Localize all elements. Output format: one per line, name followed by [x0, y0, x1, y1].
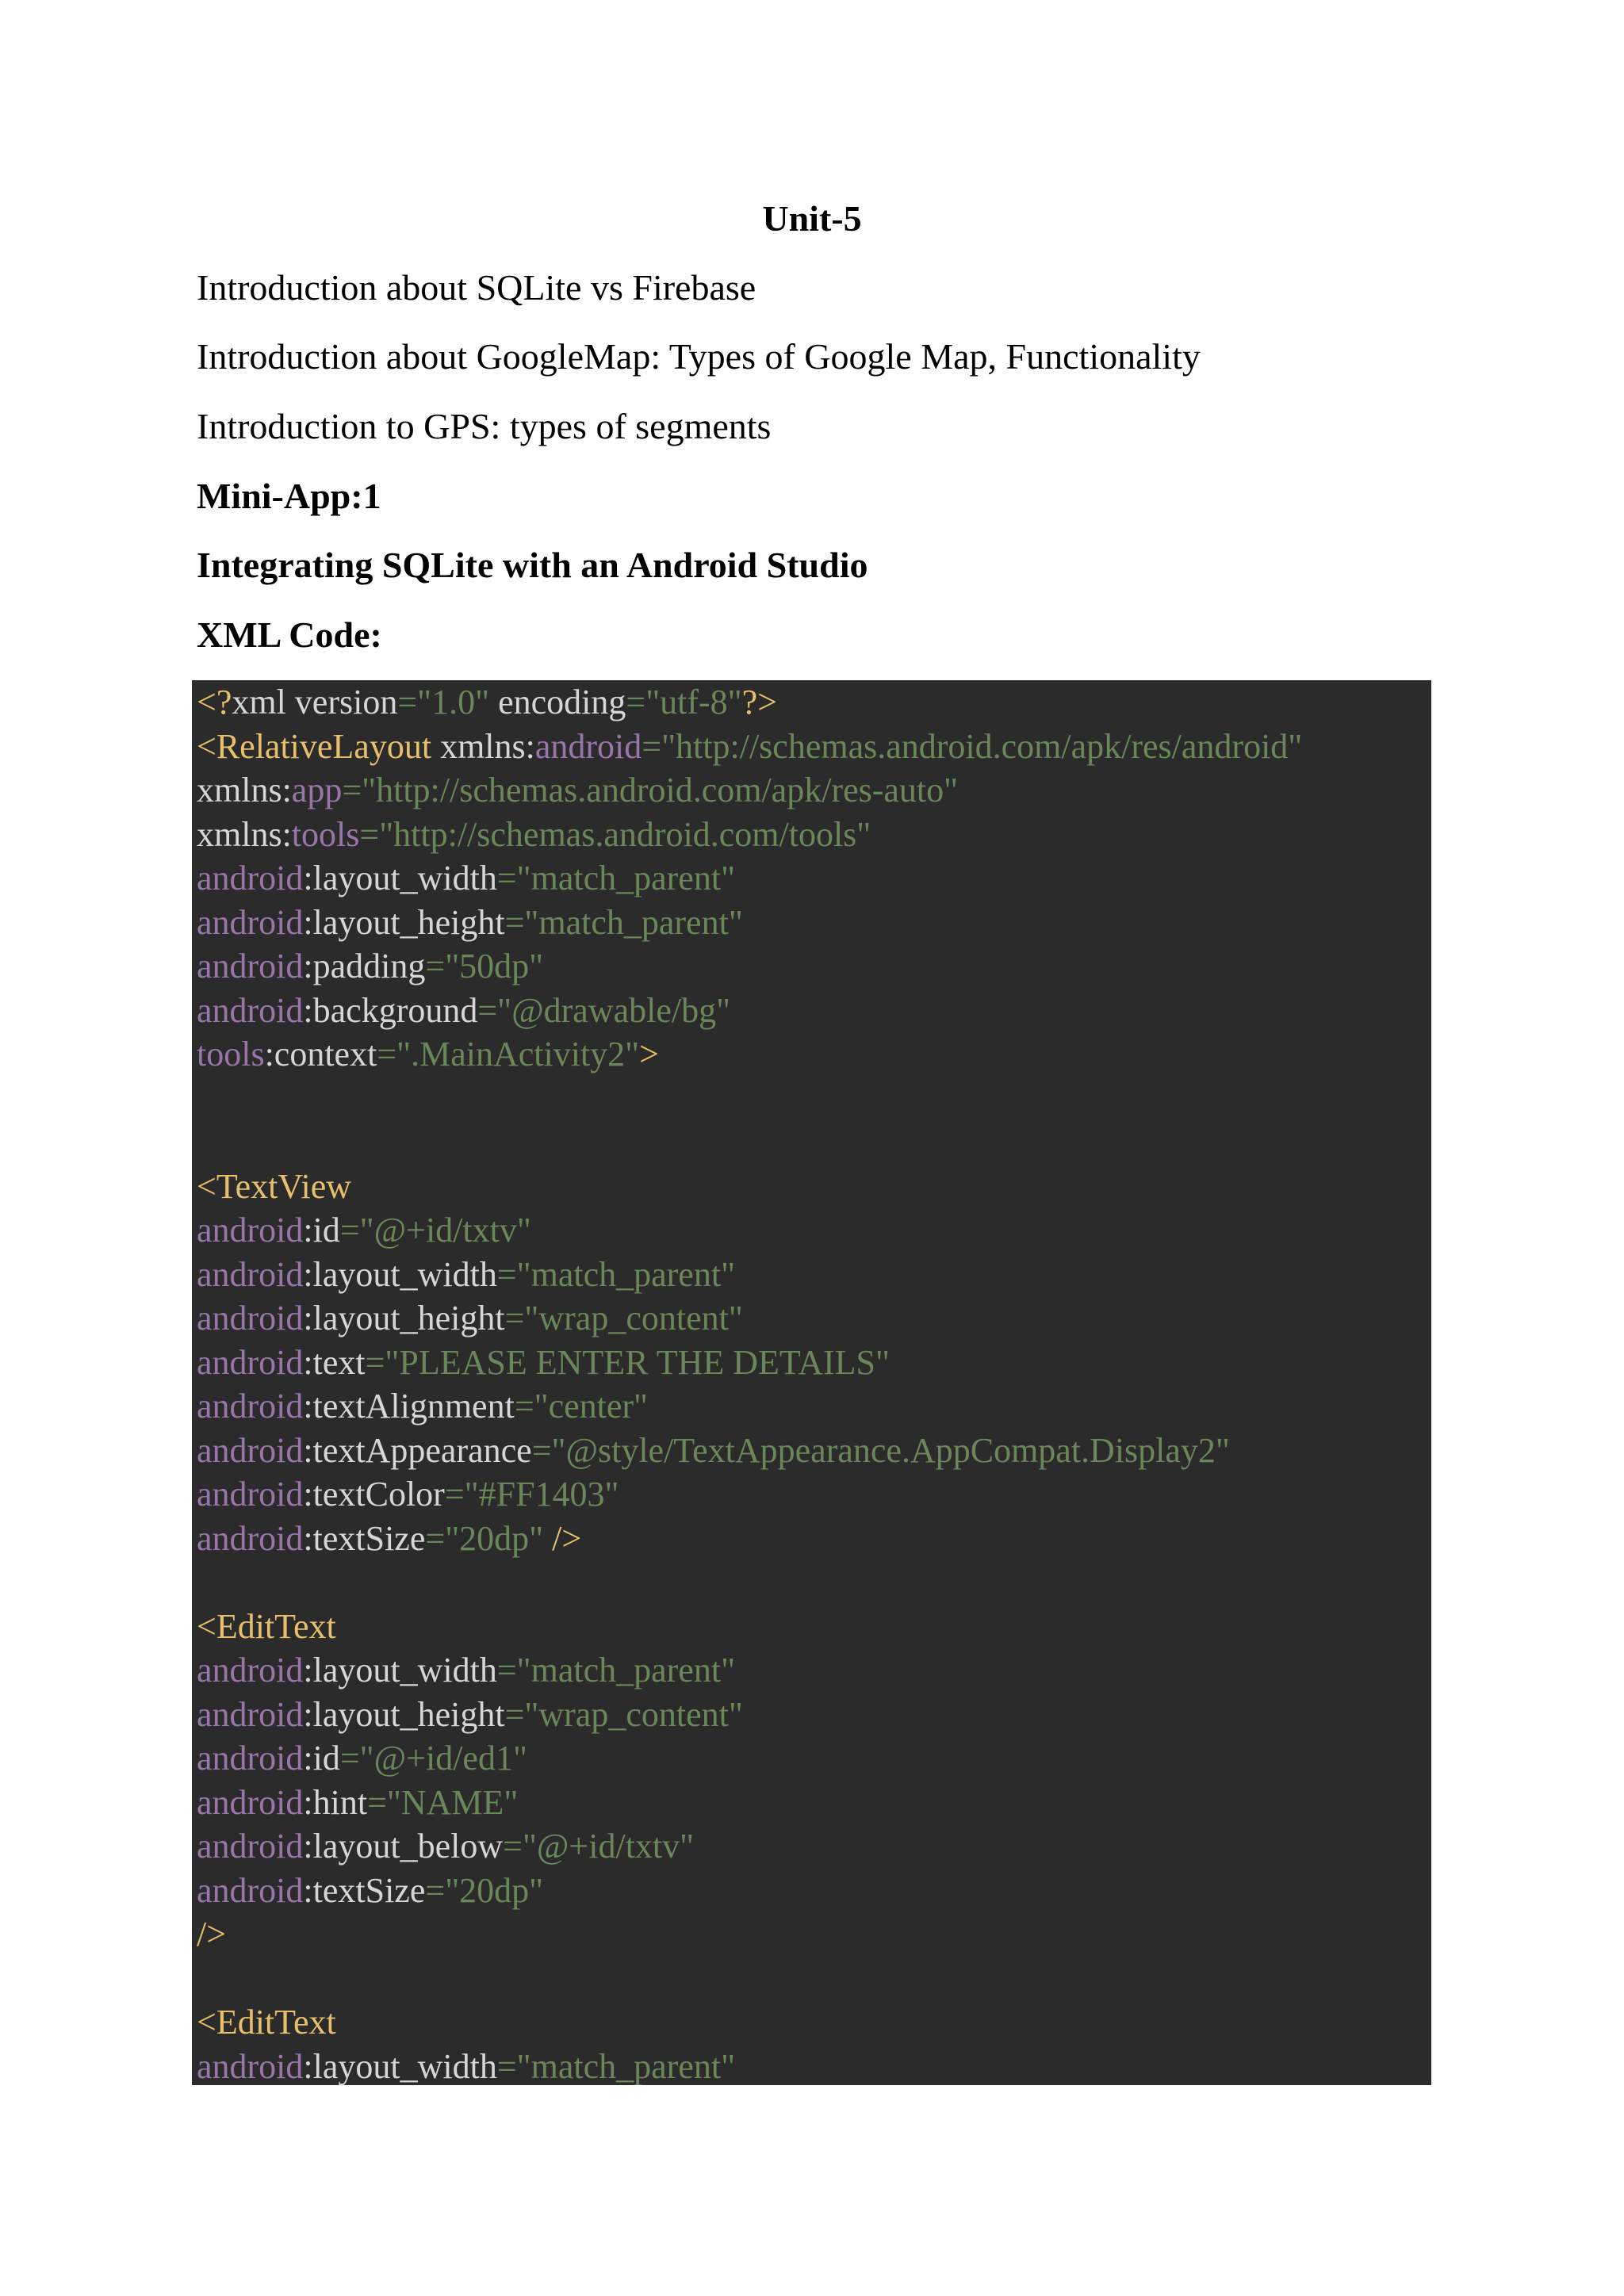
code-line: [197, 1165, 1302, 1209]
code-line: [197, 768, 1302, 813]
code-token: android: [197, 902, 304, 942]
code-token: ="20dp": [425, 1870, 544, 1910]
code-token: />: [197, 1915, 227, 1954]
code-token: ="@style/TextAppearance.AppCompat.Display2": [531, 1430, 1230, 1470]
code-token: android: [197, 1211, 304, 1249]
code-token: encoding: [489, 683, 626, 721]
code-token: android: [197, 1475, 304, 1513]
code-line: [197, 989, 1302, 1033]
code-line: [197, 1560, 1302, 1605]
page-title: Unit-5: [762, 198, 862, 239]
code-token: ="match_parent": [504, 902, 743, 942]
code-token: android: [197, 1739, 304, 1777]
intro-line-sqlite-firebase: Introduction about SQLite vs Firebase: [197, 267, 756, 308]
code-token: ?>: [741, 683, 777, 721]
code-line: [197, 1736, 1302, 1781]
code-lines: [197, 680, 1302, 2085]
code-token: />: [543, 1518, 582, 1558]
code-token: app: [291, 771, 343, 809]
code-token: ="@+id/ed1": [339, 1739, 527, 1777]
code-token: android: [197, 1518, 304, 1558]
intro-line-gps: Introduction to GPS: types of segments: [197, 406, 772, 446]
code-token: xmlns:: [197, 814, 292, 854]
code-token: >: [639, 1035, 659, 1073]
code-token: ="1.0": [397, 683, 490, 721]
code-token: ="match_parent": [496, 859, 736, 897]
code-token: ="@drawable/bg": [477, 990, 731, 1030]
code-line: [197, 901, 1302, 945]
code-line: [197, 1077, 1302, 1121]
code-line: [197, 1253, 1302, 1297]
code-token: :textSize: [303, 1518, 426, 1558]
code-token: :textSize: [303, 1870, 426, 1910]
code-token: xmlns:: [431, 726, 535, 766]
code-token: ="NAME": [367, 1782, 519, 1822]
code-token: <?: [197, 683, 232, 721]
section-heading: Integrating SQLite with an Android Studio: [197, 545, 868, 585]
code-token: android: [534, 726, 642, 766]
code-line: [197, 680, 1302, 725]
code-line: [197, 813, 1302, 857]
code-line: [197, 1341, 1302, 1385]
code-token: <TextView: [197, 1166, 352, 1206]
code-token: android: [197, 2046, 304, 2085]
code-heading: XML Code:: [197, 614, 382, 655]
code-token: ="#FF1403": [444, 1475, 619, 1513]
code-token: :padding: [303, 947, 426, 985]
code-line: [197, 1120, 1302, 1165]
code-token: :textAppearance: [303, 1430, 532, 1470]
code-token: android: [197, 990, 304, 1030]
code-token: ="PLEASE ENTER THE DETAILS": [365, 1342, 890, 1382]
code-line: [197, 1429, 1302, 1473]
code-token: ="20dp": [425, 1518, 544, 1558]
code-token: <RelativeLayout: [197, 726, 432, 766]
code-line: [197, 944, 1302, 989]
code-token: :layout_height: [303, 1694, 505, 1734]
code-token: tools: [291, 814, 360, 854]
code-token: android: [197, 1299, 304, 1337]
mini-app-heading: Mini-App:1: [197, 476, 381, 516]
intro-line-googlemap: Introduction about GoogleMap: Types of Google Map, Functionality: [197, 336, 1201, 377]
code-line: [197, 1957, 1302, 2001]
code-token: :id: [303, 1211, 340, 1249]
code-token: ="wrap_content": [504, 1299, 743, 1337]
code-token: :hint: [303, 1782, 368, 1822]
code-token: :textAlignment: [303, 1387, 515, 1425]
code-token: :id: [303, 1739, 340, 1777]
code-token: ="http://schemas.android.com/tools": [359, 814, 871, 854]
code-token: :layout_width: [303, 1254, 497, 1294]
code-token: ="utf-8": [626, 683, 742, 721]
code-token: tools: [197, 1035, 265, 1073]
code-token: android: [197, 1342, 304, 1382]
code-token: =".MainActivity2": [377, 1035, 640, 1073]
code-token: ="match_parent": [496, 1254, 736, 1294]
code-token: :layout_height: [303, 1299, 505, 1337]
code-token: ="wrap_content": [504, 1694, 743, 1734]
code-token: android: [197, 1387, 304, 1425]
code-token: :layout_width: [303, 859, 497, 897]
code-token: android: [197, 1651, 304, 1689]
code-token: xmlns:: [197, 771, 292, 809]
code-token: android: [197, 1827, 304, 1866]
code-line: [197, 1472, 1302, 1517]
code-token: :textColor: [303, 1475, 445, 1513]
code-token: android: [197, 947, 304, 985]
code-line: [197, 1208, 1302, 1253]
xml-code-block: [192, 680, 1431, 2085]
code-token: ="match_parent": [496, 2046, 736, 2085]
code-line: [197, 1824, 1302, 1869]
code-line: [197, 1032, 1302, 1077]
code-line: [197, 856, 1302, 901]
code-line: [197, 1781, 1302, 1825]
code-token: android: [197, 1430, 304, 1470]
code-line: [197, 2045, 1302, 2086]
code-token: android: [197, 1870, 304, 1910]
code-token: <EditText: [197, 2003, 336, 2042]
code-token: :layout_height: [303, 902, 505, 942]
code-line: [197, 2000, 1302, 2045]
code-token: :context: [264, 1035, 377, 1073]
code-token: xml version: [232, 683, 398, 721]
code-token: android: [197, 1694, 304, 1734]
code-line: [197, 1517, 1302, 1561]
code-line: [197, 1384, 1302, 1429]
code-line: [197, 1648, 1302, 1693]
code-line: [197, 1605, 1302, 1649]
code-token: :layout_below: [303, 1827, 504, 1866]
code-line: [197, 1869, 1302, 1913]
code-token: ="50dp": [425, 947, 544, 985]
code-token: ="@+id/txtv": [339, 1211, 531, 1249]
code-token: ="center": [514, 1387, 649, 1425]
code-line: [197, 1912, 1302, 1957]
code-token: :layout_width: [303, 2046, 497, 2085]
code-token: ="@+id/txtv": [503, 1827, 695, 1866]
code-token: android: [197, 859, 304, 897]
code-line: [197, 1296, 1302, 1341]
code-token: <EditText: [197, 1606, 336, 1646]
code-token: android: [197, 1782, 304, 1822]
code-token: ="http://schemas.android.com/apk/res/android": [642, 726, 1303, 766]
code-token: ="http://schemas.android.com/apk/res-auto": [342, 771, 959, 809]
code-token: ="match_parent": [496, 1651, 736, 1689]
code-line: [197, 725, 1302, 769]
code-token: :text: [303, 1342, 366, 1382]
code-token: android: [197, 1254, 304, 1294]
code-line: [197, 1693, 1302, 1737]
code-token: :layout_width: [303, 1651, 497, 1689]
code-token: :background: [303, 990, 478, 1030]
